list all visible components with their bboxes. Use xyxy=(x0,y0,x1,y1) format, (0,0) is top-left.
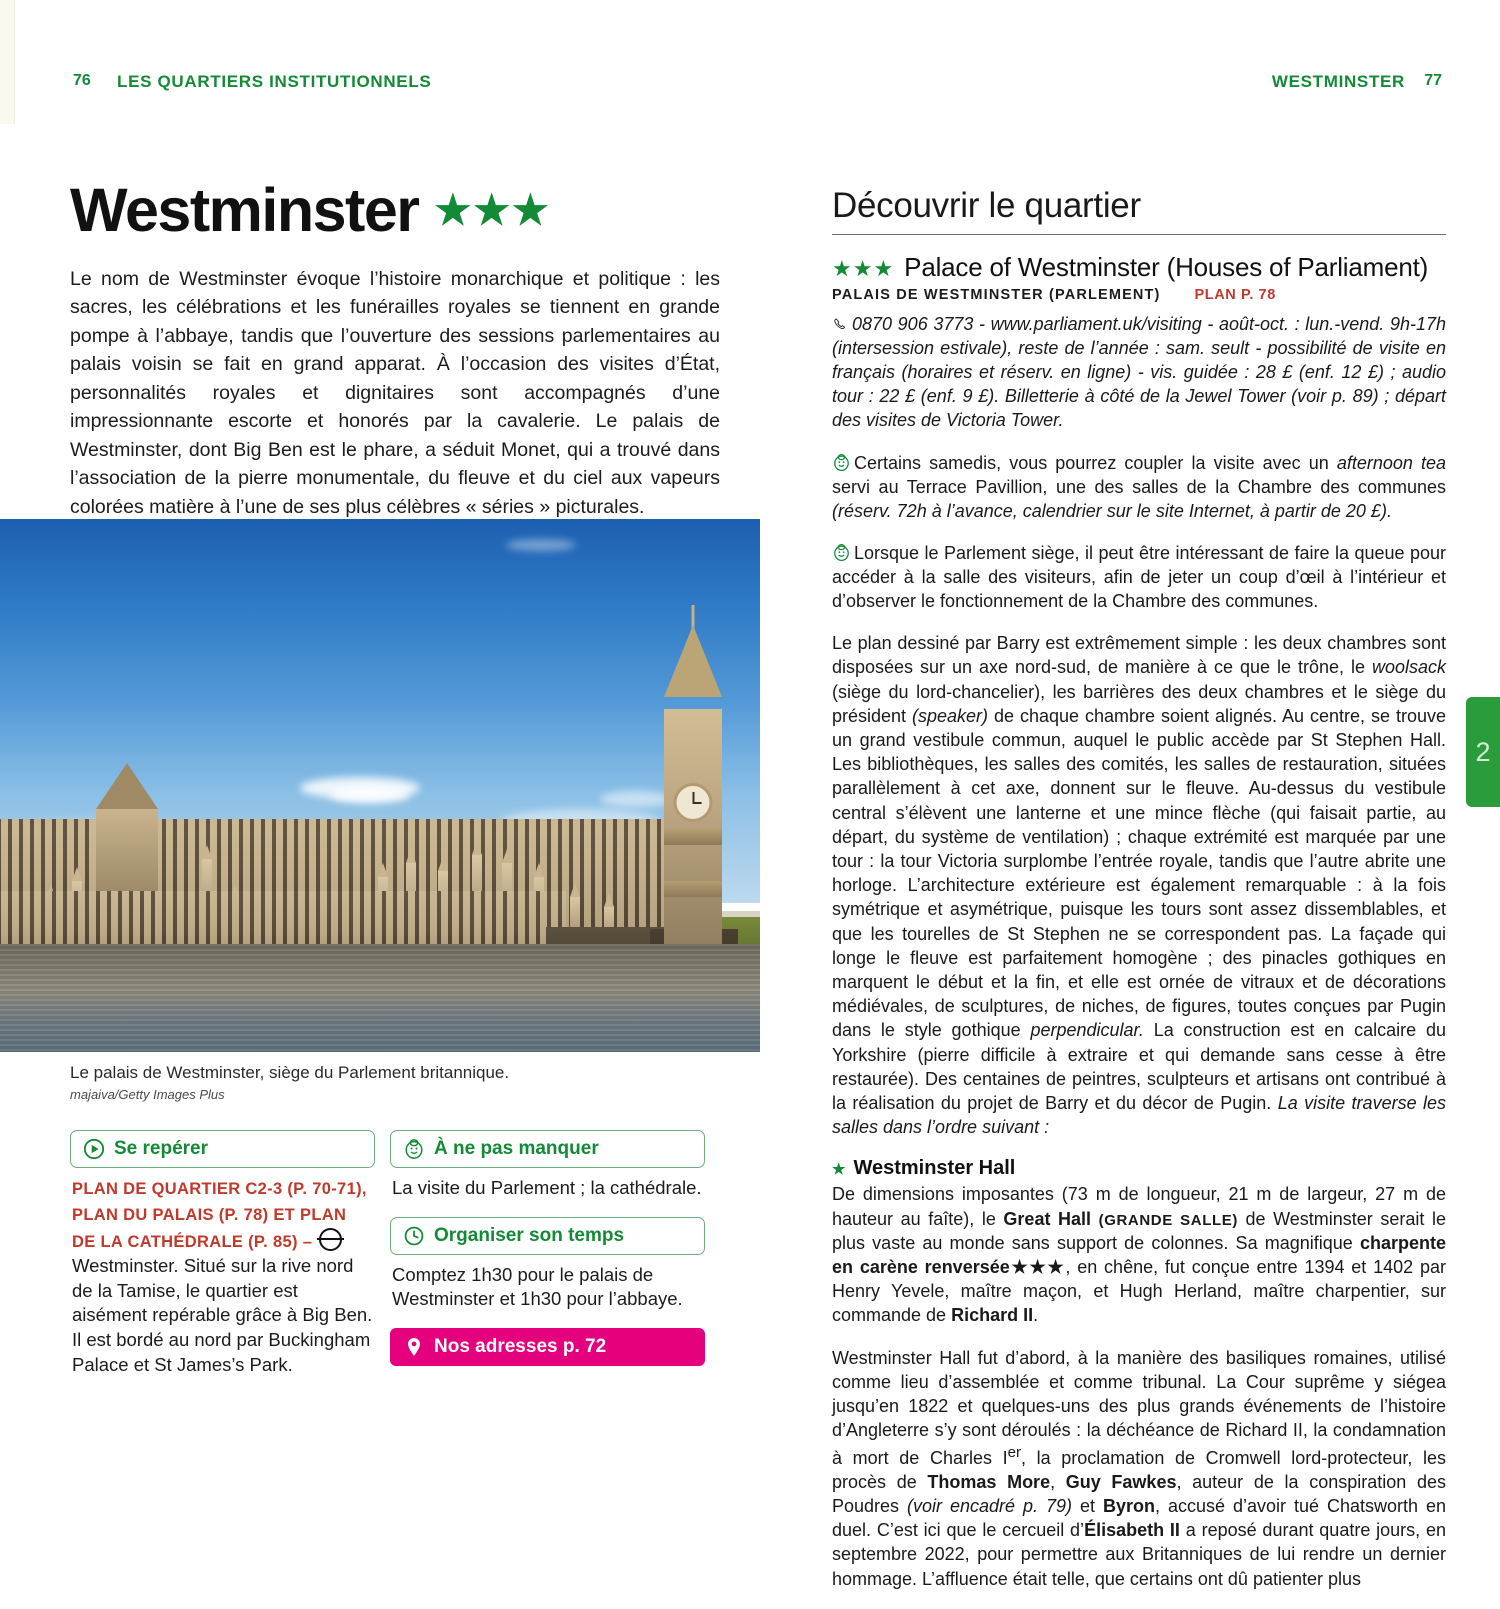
hall-c: de Westminster serait le plus vaste au monde sans support de colonnes. Sa magnifique xyxy=(832,1208,1446,1253)
bibendum-smiley-icon xyxy=(403,1138,425,1160)
p1-b: (siège du lord-chancelier), les barrières des deux chambres et le siège du président xyxy=(832,681,1446,726)
poi-rating-stars-icon: ★★★ xyxy=(832,256,895,281)
rating-stars-icon: ★★★ xyxy=(434,187,551,233)
paragraph-great-hall xyxy=(832,1182,1446,1327)
practical-info-text: 0870 906 3773 - www.parliament.uk/visiting - août-oct. : lun.-vend. 9h-17h (intersession estivale), reste de l’année : sam. seult - possibilité de visite en français (horaires et réserv. en ligne) - vis. guidée : 28 £ (enf. 12 £) ; audio tour : 22 £ (enf. 9 £). Billetterie à côté de la Jewel Tower (voir p. 89) ; départ des visites de Victoria Tower. xyxy=(832,314,1446,431)
hist-e: et xyxy=(1072,1495,1103,1516)
se-reperer-text: Situé sur la rive nord de la Tamise, le quartier est aisément repérable grâce à Big Ben. Il est bordé au nord par Buckingham Palace et St James’s Park. xyxy=(72,1255,373,1375)
phone-icon xyxy=(832,317,848,332)
se-reperer-header xyxy=(70,1130,375,1168)
tower-band xyxy=(664,829,722,845)
p1-perpendicular: perpendicular. xyxy=(1030,1020,1144,1041)
p1-a: Le plan dessiné par Barry est extrêmement simple : les deux chambres sont disposées sur un axe nord-sud, de manière à ce que le trône, le xyxy=(832,633,1446,678)
paragraph-plan-barry xyxy=(832,631,1446,1139)
photo-caption: Le palais de Westminster, siège du Parlement britannique. xyxy=(70,1063,510,1082)
organiser-son-temps-label: Organiser son temps xyxy=(434,1224,625,1246)
section-title: Découvrir le quartier xyxy=(832,186,1446,235)
p1-visit-order: La visite traverse les salles dans l’ordre suivant : xyxy=(832,1093,1446,1138)
thames-river xyxy=(0,944,760,1052)
hall-richard-ii: Richard II xyxy=(951,1305,1034,1326)
tip1-italic-1: afternoon tea xyxy=(1336,452,1446,473)
right-column xyxy=(832,186,1446,1609)
clock-face-icon xyxy=(674,783,713,822)
page-title xyxy=(70,176,720,244)
hall-a: De dimensions imposantes (73 m de longueur, 21 m de largeur, 27 m de hauteur au faîte), le xyxy=(832,1184,1446,1229)
chapter-thumb-tab: 2 xyxy=(1466,697,1500,807)
tip-afternoon-tea xyxy=(832,451,1446,523)
photo-illustration xyxy=(0,519,760,1052)
poi-plan-reference: PLAN P. 78 xyxy=(1194,287,1276,303)
a-ne-pas-manquer-body: La visite du Parlement ; la cathédrale. xyxy=(392,1177,702,1198)
hist-d: , auteur de la conspiration des Poudres xyxy=(832,1471,1446,1516)
a-ne-pas-manquer-label: À ne pas manquer xyxy=(434,1138,599,1159)
left-column xyxy=(70,176,720,541)
cloud xyxy=(506,539,576,551)
big-ben-tower xyxy=(664,709,722,959)
paragraph-hall-history xyxy=(832,1346,1446,1591)
info-box-a-ne-pas-manquer xyxy=(390,1130,705,1201)
subheading-westminster-hall xyxy=(832,1157,1446,1180)
clock-icon xyxy=(403,1225,425,1247)
tip1-a: Certains samedis, vous pourrez coupler la visite avec un xyxy=(854,452,1337,473)
left-page-number: 76 xyxy=(73,72,91,89)
bibendum-smiley-icon xyxy=(832,543,851,562)
organiser-son-temps-header xyxy=(390,1217,705,1255)
p1-d: La construction est en calcaire du Yorkshire (pierre difficile à extraire et qui demande sans cesse à être restaurée). Des centaines de peintres, sculpteurs et artisans ont contribué à la réalisation du projet de Barry et du décor de Pugin. xyxy=(832,1020,1447,1114)
chapter-title-text: Westminster xyxy=(70,176,419,244)
poi-heading xyxy=(832,252,1446,283)
hist-a: Westminster Hall fut d’abord, à la manière des basiliques romaines, utilisé comme lieu d’assemblée et comme tribunal. La Cour suprême y siégea jusqu’en 1822 et quelques-uns des plus grands événements de l’histoire d’Angleterre s’y sont déroulés : la déchéance de Richard II, la condamnation à mort de Charles I xyxy=(832,1347,1446,1468)
info-box-se-reperer xyxy=(70,1130,375,1393)
hist-c: , xyxy=(1050,1471,1066,1492)
hist-f: , accusé d’avoir tué Chatsworth en duel. C’est ici que le cercueil d’ xyxy=(832,1495,1447,1541)
p1-speaker: (speaker) xyxy=(912,705,989,726)
hall-d: , en chêne, fut conçue entre 1394 et 1402 par Henry Yevele, maître maçon, et Hugh Herland, maître charpentier, sur commande de xyxy=(832,1257,1446,1326)
p1-c: de chaque chambre soient alignés. Au centre, se trouve un grand vestibule commun, auquel le public accède par St Stephen Hall. Les bibliothèques, les salles des comités, les salles de restauration, situées parallèlement à cet axe, donnent sur le fleuve. Au-dessus du vestibule central s’élèvent une lanterne et une mince flèche (qui faisait partie, au départ, du système de ventilation) ; chaque extrémité est marquée par une tour : la tour Victoria surplombe l’entrée royale, tandis que l’autre abrite une horloge. L’architecture extérieure est également remarquable : à la fois symétrique et asymétrique, puisque les tours sont assez dissemblables, et que les tourelles de St Stephen ne se correspondent pas. La façade qui longe le fleuve est parfaitement homogène ; des pinacles gothiques en marquent le début et la fin, et elle est ornée de vitraux et de décorations médiévales, de sculptures, de niches, de figures, toutes conçues par Pugin dans le style gothique xyxy=(832,705,1446,1041)
right-page-number: 77 xyxy=(1424,72,1442,89)
hall-grande-salle: (GRANDE SALLE) xyxy=(1098,1211,1238,1229)
poi-subtitle-fr: PALAIS DE WESTMINSTER (PARLEMENT) xyxy=(832,287,1161,303)
tip-parliament-queue xyxy=(832,541,1446,613)
subheading-star-icon: ★ xyxy=(832,1160,846,1178)
se-reperer-label: Se repérer xyxy=(114,1138,209,1159)
poi-subtitle-row xyxy=(832,287,1446,303)
se-reperer-plan-refs: PLAN DE QUARTIER C2-3 (P. 70-71), PLAN DU PALAIS (P. 78) ET PLAN DE LA CATHÉDRALE (P. 85) – xyxy=(72,1180,367,1251)
hall-charpente: charpente en carène renversée★★★ xyxy=(832,1232,1446,1278)
photo-credit: majaiva/Getty Images Plus xyxy=(70,1086,225,1102)
hist-g: a reposé durant quatre jours, en septembre 2022, pour permettre aux Britanniques de lui rendre un dernier hommage. L’affluence était telle, que certains ont dû patienter plus xyxy=(832,1520,1447,1589)
hist-elisabeth-ii: Élisabeth II xyxy=(1084,1520,1180,1541)
hist-guy-fawkes: Guy Fawkes xyxy=(1065,1471,1177,1492)
left-running-title: LES QUARTIERS INSTITUTIONNELS xyxy=(117,72,432,91)
cloud xyxy=(330,787,410,803)
organiser-son-temps-body: Comptez 1h30 pour le palais de Westminster et 1h30 pour l’abbaye. xyxy=(392,1263,683,1310)
tower-roof xyxy=(664,625,722,697)
nos-adresses-button[interactable] xyxy=(390,1328,705,1366)
tower-band xyxy=(664,881,722,897)
bibendum-smiley-icon xyxy=(832,453,851,472)
p1-woolsack: woolsack xyxy=(1371,657,1446,678)
underground-icon xyxy=(319,1228,342,1251)
hist-thomas-more: Thomas More xyxy=(927,1471,1051,1492)
practical-info xyxy=(832,312,1446,433)
tip1-b: servi au Terrace Pavillion, une des salles de la Chambre des communes xyxy=(832,476,1446,497)
hist-b: , la proclamation de Cromwell lord-protecteur, les procès de xyxy=(832,1447,1447,1492)
cloud xyxy=(600,791,670,807)
subheading-label: Westminster Hall xyxy=(853,1157,1016,1180)
photo-caption-block xyxy=(70,1062,730,1103)
gutter-strip xyxy=(0,0,15,124)
right-running-title: WESTMINSTER xyxy=(1271,72,1405,91)
info-box-column-right xyxy=(390,1130,705,1366)
map-pin-icon xyxy=(403,1336,425,1358)
hero-photo xyxy=(0,519,760,1052)
hist-sup-er: er xyxy=(1007,1443,1021,1461)
nos-adresses-label: Nos adresses p. 72 xyxy=(434,1335,607,1357)
a-ne-pas-manquer-header xyxy=(390,1130,705,1168)
hist-byron: Byron xyxy=(1102,1495,1155,1516)
se-reperer-metro: Westminster. xyxy=(72,1255,179,1277)
play-circle-icon xyxy=(83,1138,105,1160)
poi-title: Palace of Westminster (Houses of Parliament) xyxy=(904,252,1429,282)
tip2-text: Lorsque le Parlement siège, il peut être intéressant de faire la queue pour accéder à la salle des visiteurs, afin de jeter un coup d’œil à l’intérieur et d’observer le fonctionnement de la Chambre des communes. xyxy=(832,542,1446,612)
info-box-organiser-son-temps xyxy=(390,1217,705,1312)
hall-great-hall: Great Hall xyxy=(1003,1208,1092,1229)
hist-encadre-ref: (voir encadré p. 79) xyxy=(907,1495,1073,1516)
se-reperer-body xyxy=(72,1176,373,1377)
hall-e: . xyxy=(1033,1305,1039,1326)
tip1-italic-2: (réserv. 72h à l’avance, calendrier sur le site Internet, à partir de 20 £). xyxy=(832,500,1392,521)
chapter-intro: Le nom de Westminster évoque l’histoire monarchique et politique : les sacres, les célébrations et les funérailles royales se tiennent en grande pompe à l’abbaye, tandis que l’ouverture des sessions parlementaires au palais voisin se fait en grand apparat. À l’occasion des visites d’État, personnalités royales et dignitaires sont accompagnés d’une impressionnante escorte et honorés par la cavalerie. Le palais de Westminster, dont Big Ben est le phare, a séduit Monet, qui a trouvé dans l’association de la pierre monumentale, du fleuve et du ciel aux vapeurs colorées matière à l’une de ses plus célèbres « séries » picturales. xyxy=(70,268,720,518)
